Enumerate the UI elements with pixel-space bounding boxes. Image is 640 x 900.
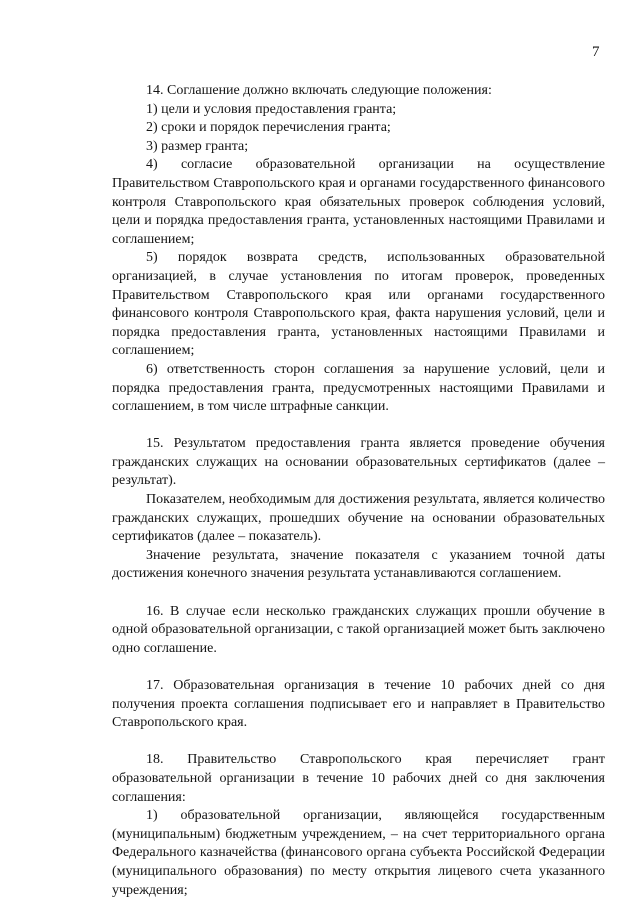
paragraph: Значение результата, значение показателя с указанием точной даты достижения конечного значения результата устанавливаются соглашением. <box>112 547 605 582</box>
paragraph: 18. Правительство Ставропольского края перечисляет грант образовательной организации в течение 10 рабочих дней со дня заключения соглашения: <box>112 752 605 805</box>
document-body <box>112 82 605 900</box>
paragraph: 16. В случае если несколько гражданских служащих прошли обучение в одной образовательной организации, с такой организацией может быть заключено одно соглашение. <box>112 603 605 656</box>
page-number: 7 <box>592 44 600 60</box>
paragraph: 1) цели и условия предоставления гранта; <box>146 101 397 117</box>
paragraph: 1) образовательной организации, являющейся государственным (муниципальным) бюджетным учреждением, – на счет территориального органа Федерального казначейства (финансового органа субъекта Российской Федерации (муниципального образования) по месту открытия лицевого счета указанного учреждения; <box>112 808 605 898</box>
paragraph: 2) сроки и порядок перечисления гранта; <box>146 120 391 136</box>
paragraph: Показателем, необходимым для достижения результата, является количество гражданских служащих, прошедших обучение на основании образовательных сертификатов (далее – показатель). <box>112 492 605 545</box>
paragraph: 15. Результатом предоставления гранта является проведение обучения гражданских служащих на основании образовательных сертификатов (далее – результат). <box>112 436 605 489</box>
paragraph: 5) порядок возврата средств, использованных образовательной организацией, в случае установления по итогам проверок, проведенных Правительством Ставропольского края или органами государственного финансового контроля Ставропольского края, факта нарушения условий, цели и порядка предоставления гранта, установленных настоящими Правилами и соглашением; <box>112 250 605 359</box>
paragraph: 17. Образовательная организация в течение 10 рабочих дней со дня получения проекта соглашения подписывает его и направляет в Правительство Ставропольского края. <box>112 678 605 731</box>
paragraph: 3) размер гранта; <box>146 138 249 154</box>
paragraph: 14. Соглашение должно включать следующие положения: <box>146 83 492 98</box>
paragraph: 6) ответственность сторон соглашения за нарушение условий, цели и порядка предоставления гранта, предусмотренных настоящими Правилами и соглашением, в том числе штрафные санкции. <box>112 361 605 415</box>
paragraph: 4) согласие образовательной организации на осуществление Правительством Ставропольского края и органами государственного финансового контроля Ставропольского края обязательных проверок соблюдения условий, цели и порядка предоставления гранта, установленных настоящими Правилами и соглашением; <box>112 157 605 247</box>
